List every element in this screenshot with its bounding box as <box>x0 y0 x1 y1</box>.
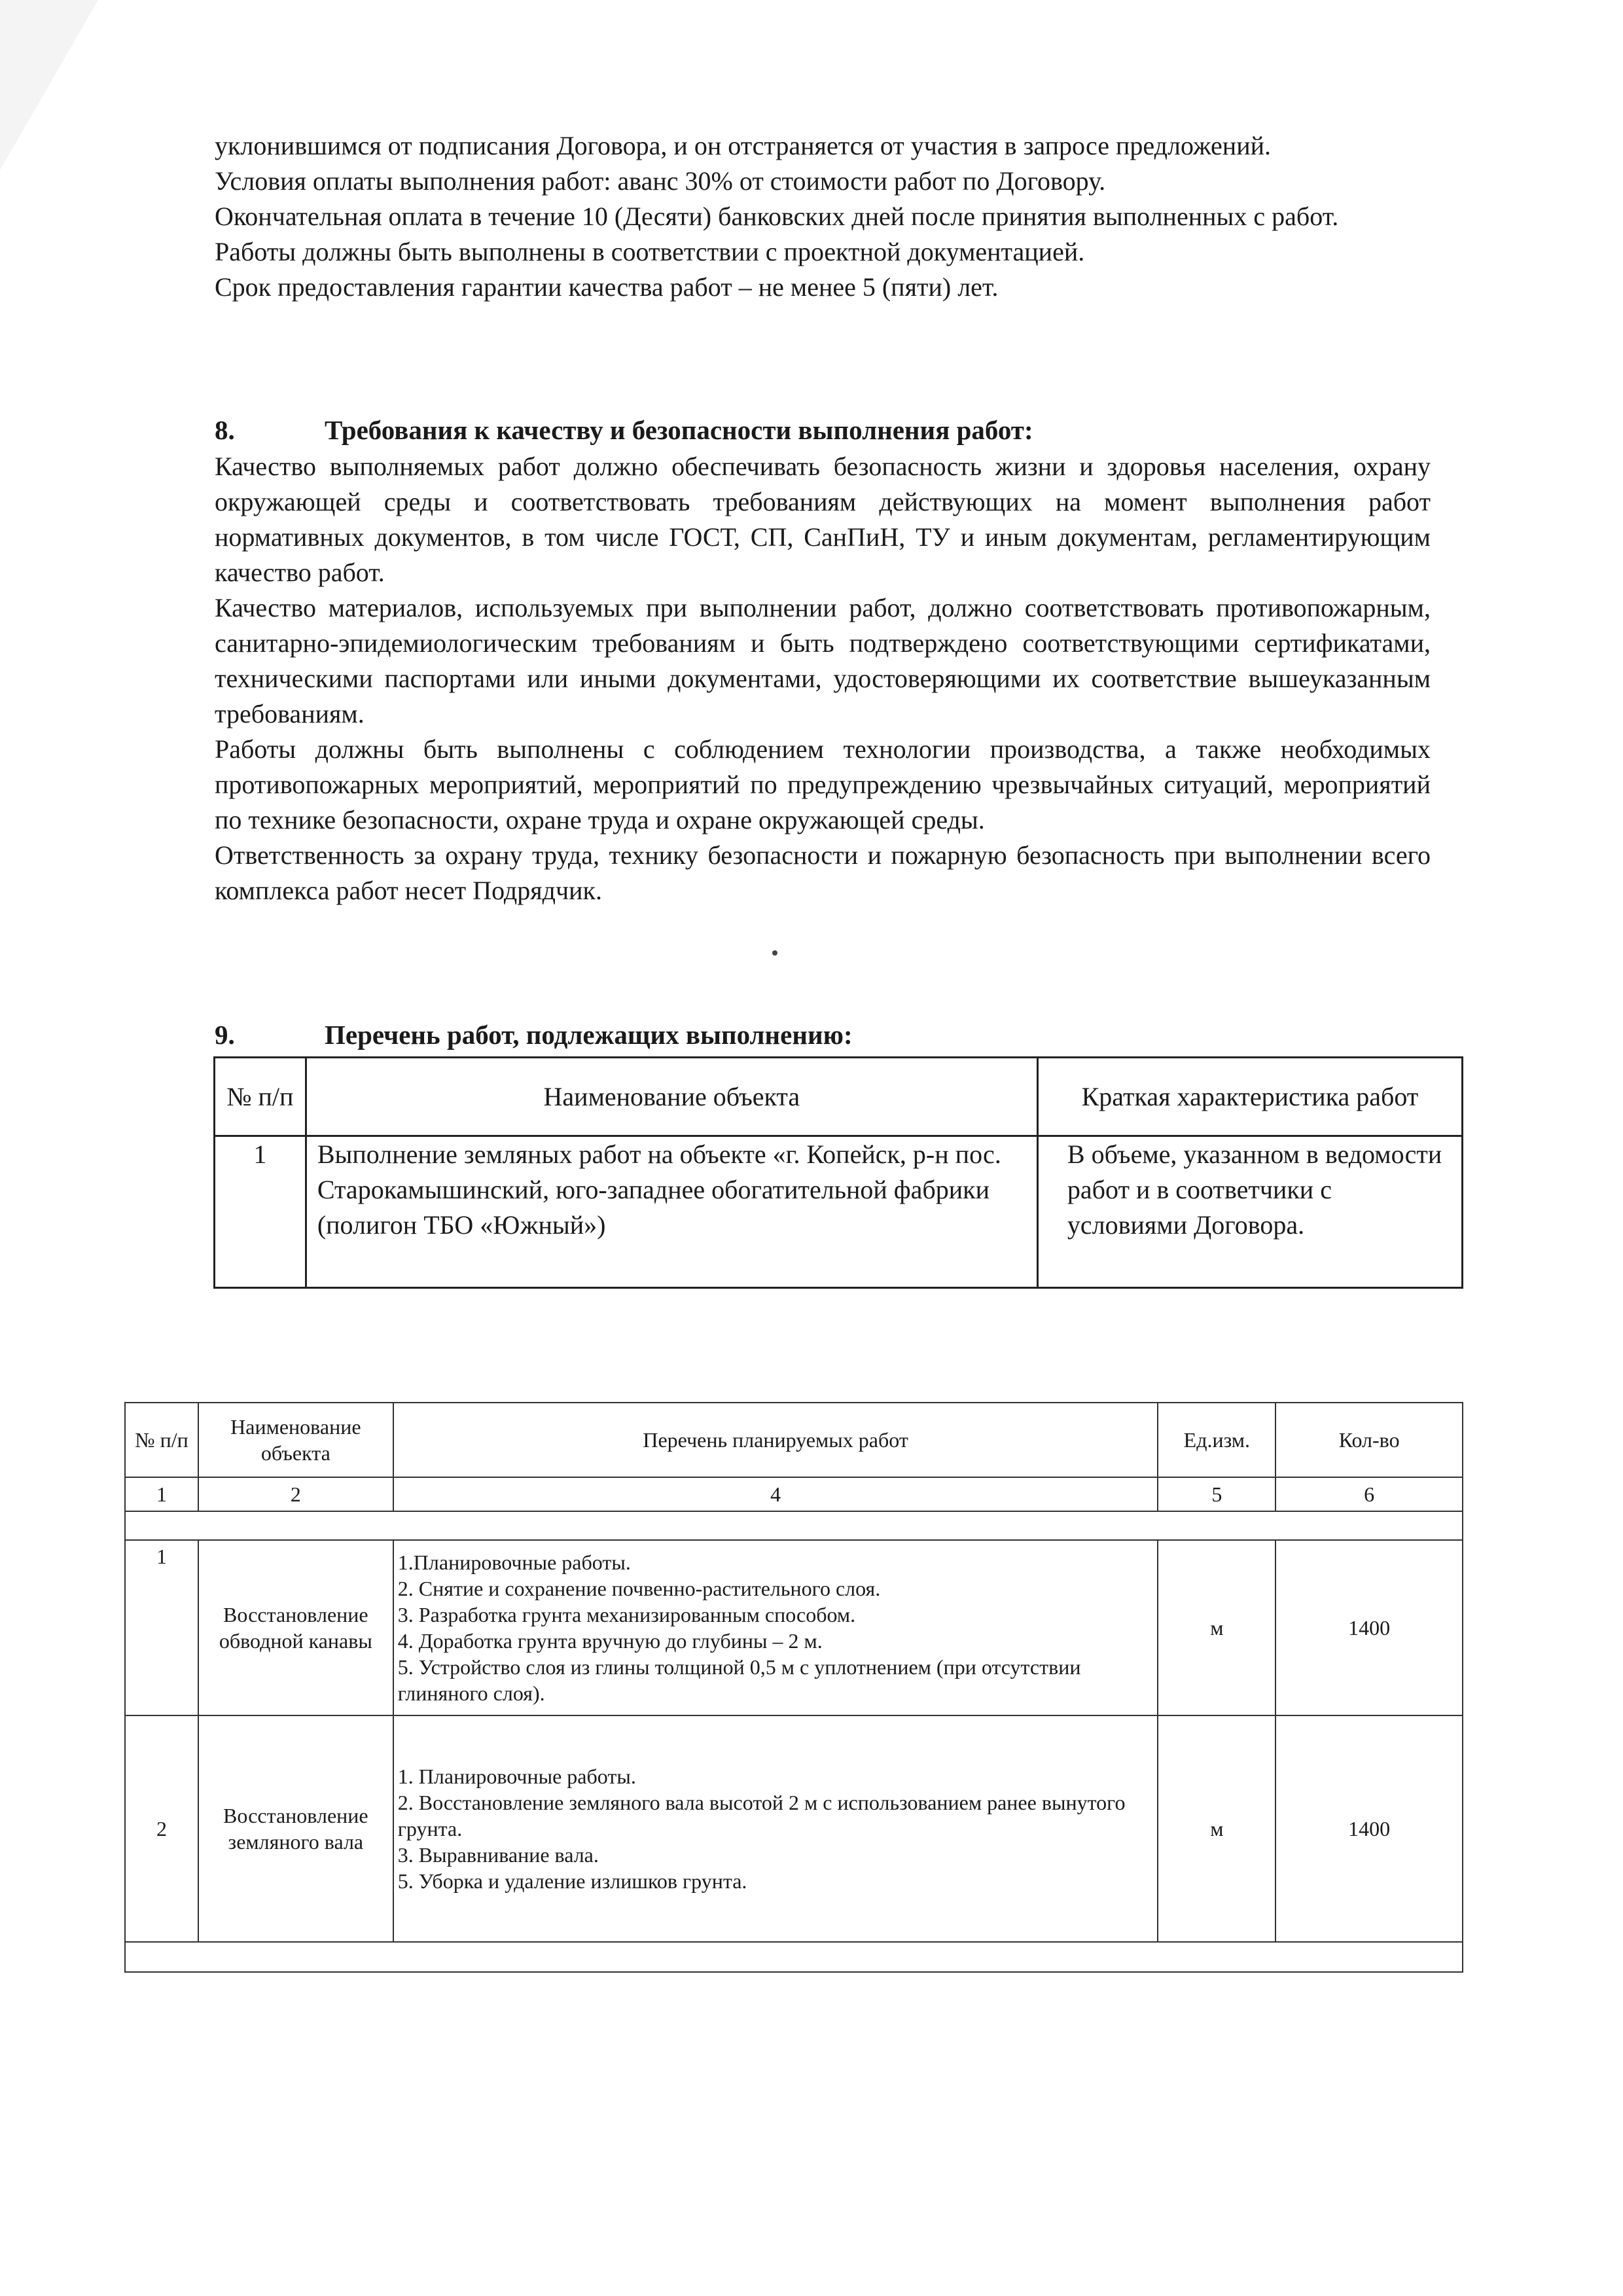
row-unit: м <box>1158 1715 1275 1942</box>
work-item: 2. Восстановление земляного вала высотой 2 м с использованием ранее вынутого грунта. <box>397 1791 1126 1840</box>
row-qty: 1400 <box>1275 1540 1463 1715</box>
planned-works-table <box>124 1402 1463 1973</box>
column-number: 1 <box>125 1477 198 1511</box>
row-number: 1 <box>215 1136 306 1288</box>
work-item: 5. Уборка и удаление излишков грунта. <box>397 1869 747 1893</box>
header-object: Наименование объекта <box>306 1058 1037 1136</box>
spacer-cell <box>125 1511 1463 1540</box>
row-qty: 1400 <box>1275 1715 1463 1942</box>
section-8-body <box>215 449 1431 908</box>
spacer-row <box>125 1511 1463 1540</box>
section-8-paragraph: Качество выполняемых работ должно обеспечивать безопасность жизни и здоровья населения, охрану окружающей среды и соответствовать требованиям действующих на момент выполнения работ нормативных документов, в том числе ГОСТ, СП, СанПиН, ТУ и иным документам, регламентирующим качество работ. <box>215 452 1431 587</box>
section-8-paragraph: Работы должны быть выполнены с соблюдением технологии производства, а также необходимых противопожарных мероприятий, мероприятий по предупреждению чрезвычайных ситуаций, мероприятий по технике безопасности, охране труда и охране окружающей среды. <box>215 734 1431 834</box>
column-number-row <box>125 1477 1463 1511</box>
intro-block <box>215 128 1431 305</box>
intro-paragraph: Работы должны быть выполнены в соответствии с проектной документацией. <box>215 237 1085 266</box>
work-item: 3. Разработка грунта механизированным способом. <box>397 1603 856 1626</box>
header-qty: Кол-во <box>1275 1403 1463 1477</box>
work-item: 1.Планировочные работы. <box>397 1551 631 1574</box>
section-8-number: 8. <box>215 415 235 445</box>
section-9-title: Перечень работ, подлежащих выполнению: <box>325 1020 853 1050</box>
section-8-heading <box>215 412 1431 448</box>
works-summary-table <box>213 1056 1463 1289</box>
work-item: 4. Доработка грунта вручную до глубины – 2 м. <box>397 1629 823 1653</box>
scan-speck <box>772 950 777 956</box>
section-9-number: 9. <box>215 1020 235 1050</box>
section-9-heading <box>215 1017 1431 1052</box>
section-8-title: Требования к качеству и безопасности выполнения работ: <box>325 415 1033 445</box>
intro-paragraph: уклонившимся от подписания Договора, и он отстраняется от участия в запросе предложений. <box>215 131 1272 160</box>
spacer-row <box>125 1942 1463 1972</box>
column-number: 6 <box>1275 1477 1463 1511</box>
row-number: 1 <box>125 1540 198 1715</box>
row-unit: м <box>1158 1540 1275 1715</box>
page-corner-fold <box>0 0 98 170</box>
header-object: Наименование объекта <box>198 1403 393 1477</box>
row-object: Восстановление обводной канавы <box>198 1540 393 1715</box>
work-item: 5. Устройство слоя из глины толщиной 0,5 м с уплотнением (при отсутствии глиняного слоя). <box>397 1655 1081 1705</box>
row-object: Восстановление земляного вала <box>198 1715 393 1942</box>
section-8-paragraph: Ответственность за охрану труда, технику безопасности и пожарную безопасность при выполнении всего комплекса работ несет Подрядчик. <box>215 840 1431 905</box>
header-unit: Ед.изм. <box>1158 1403 1275 1477</box>
work-item: 1. Планировочные работы. <box>397 1765 636 1788</box>
table-row <box>215 1136 1463 1288</box>
header-description: Краткая характеристика работ <box>1037 1058 1462 1136</box>
column-number: 2 <box>198 1477 393 1511</box>
table-header-row <box>125 1403 1463 1477</box>
work-item: 2. Снятие и сохранение почвенно-растительного слоя. <box>397 1577 881 1600</box>
header-number: № п/п <box>215 1058 306 1136</box>
work-item: 3. Выравнивание вала. <box>397 1843 599 1867</box>
row-works <box>393 1715 1158 1942</box>
intro-paragraph: Условия оплаты выполнения работ: аванс 30% от стоимости работ по Договору. <box>215 166 1106 196</box>
row-description: В объеме, указанном в ведомости работ и в соответчики с условиями Договора. <box>1037 1136 1462 1288</box>
row-works <box>393 1540 1158 1715</box>
header-number: № п/п <box>125 1403 198 1477</box>
column-number: 4 <box>393 1477 1158 1511</box>
column-number: 5 <box>1158 1477 1275 1511</box>
table-row <box>125 1540 1463 1715</box>
row-number: 2 <box>125 1715 198 1942</box>
row-object: Выполнение земляных работ на объекте «г. Копейск, р-н пос. Старокамышинский, юго-западнее обогатительной фабрики (полигон ТБО «Южный») <box>306 1136 1037 1288</box>
intro-paragraph: Срок предоставления гарантии качества работ – не менее 5 (пяти) лет. <box>215 272 999 302</box>
section-8-paragraph: Качество материалов, используемых при выполнении работ, должно соответствовать противопожарным, санитарно-эпидемиологическим требованиям и быть подтверждено соответствующими сертификатами, техническими паспортами или иными документами, удостоверяющими их соответствие вышеуказанным требованиям. <box>215 593 1431 728</box>
spacer-cell <box>125 1942 1463 1972</box>
intro-paragraph: Окончательная оплата в течение 10 (Десяти) банковских дней после принятия выполненных с работ. <box>215 202 1339 231</box>
table-header-row <box>215 1058 1463 1136</box>
table-row <box>125 1715 1463 1942</box>
header-works: Перечень планируемых работ <box>393 1403 1158 1477</box>
